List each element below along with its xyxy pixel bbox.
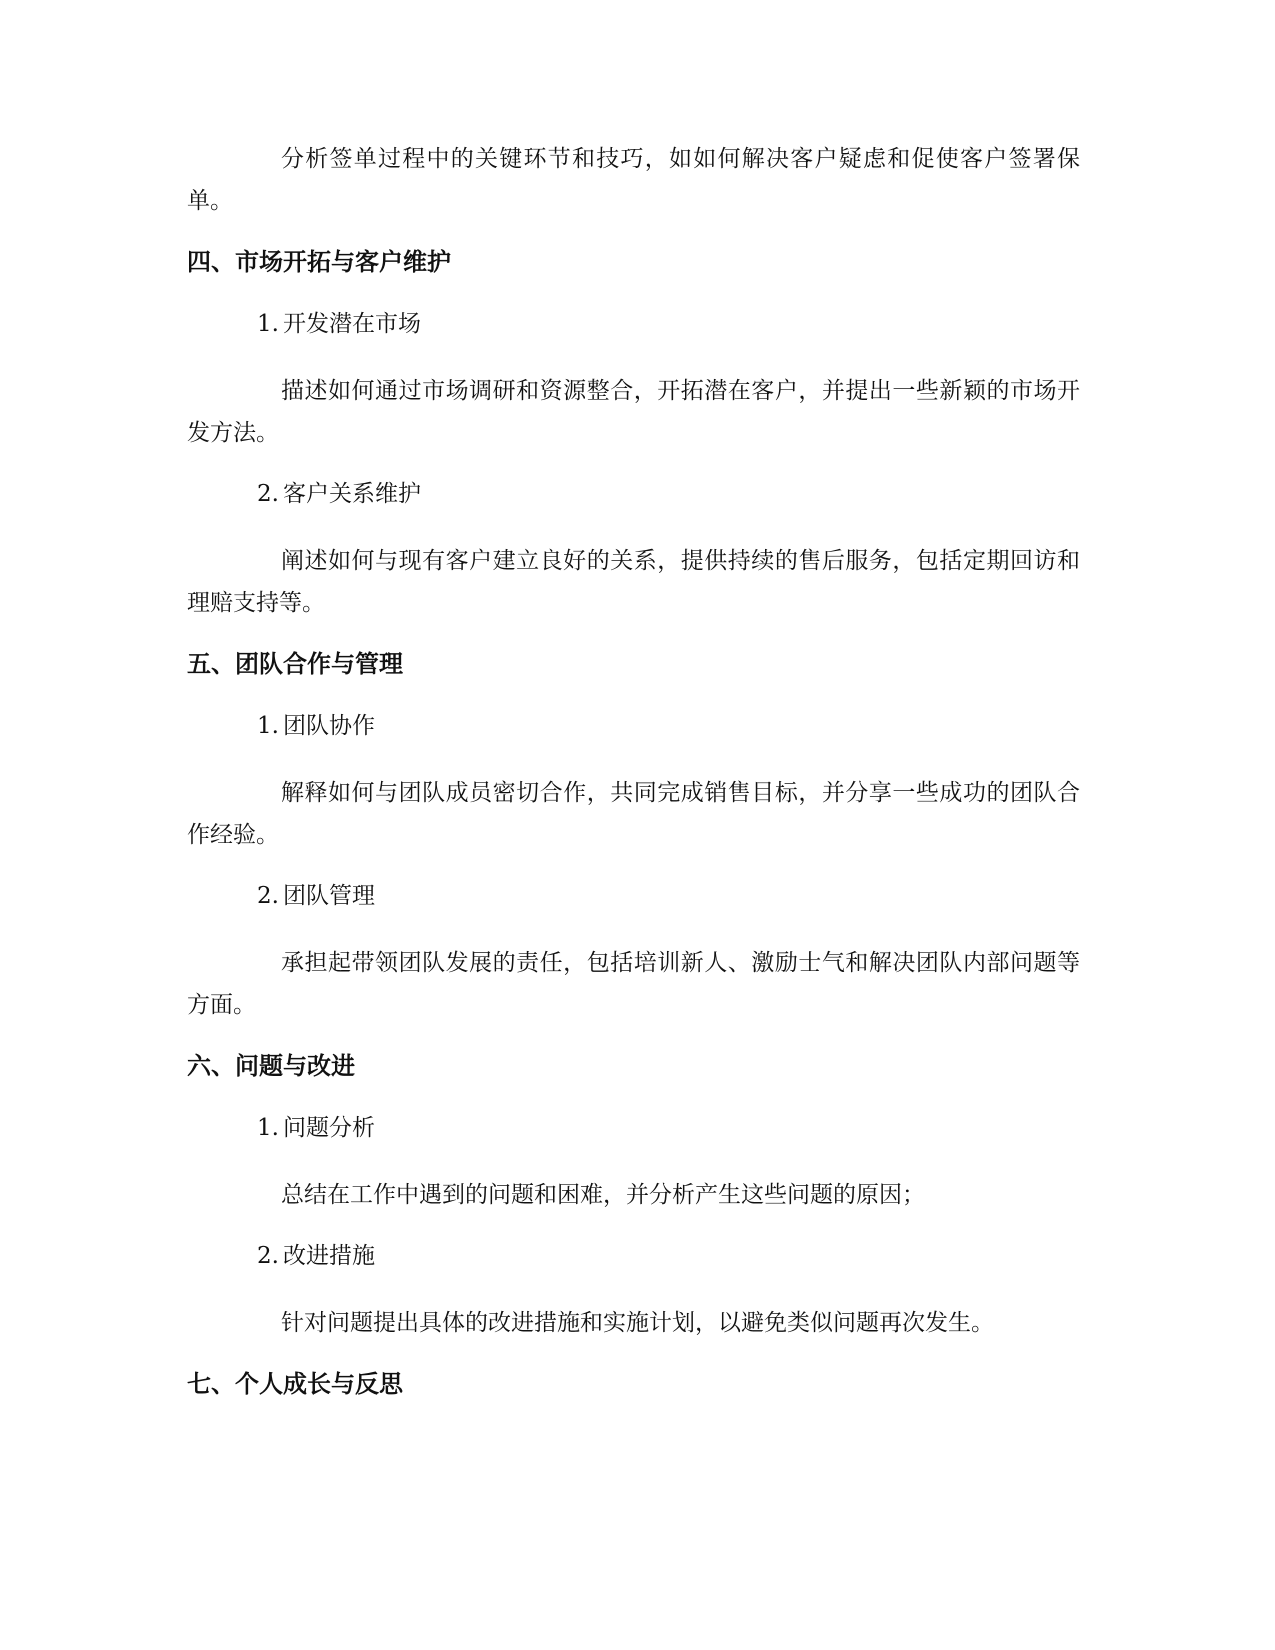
section-heading: 四、市场开拓与客户维护 (187, 248, 451, 276)
item-number: 1. (257, 311, 279, 337)
item-number: 1. (257, 713, 279, 739)
item-label: 团队管理 (282, 883, 375, 909)
paragraph: 承担起带领团队发展的责任，包括培训新人、激励士气和解决团队内部问题等方面。 (187, 950, 1080, 1018)
numbered-item (187, 476, 1080, 512)
item-number: 2. (257, 1243, 279, 1269)
section-heading: 五、团队合作与管理 (187, 650, 403, 678)
item-label: 团队协作 (282, 713, 375, 739)
numbered-item (187, 878, 1080, 914)
paragraph: 总结在工作中遇到的问题和困难，并分析产生这些问题的原因； (281, 1182, 925, 1208)
paragraph: 解释如何与团队成员密切合作，共同完成销售目标，并分享一些成功的团队合作经验。 (187, 780, 1080, 848)
item-label: 客户关系维护 (282, 481, 421, 507)
numbered-item (187, 708, 1080, 744)
item-number: 1. (257, 1115, 279, 1141)
paragraph: 分析签单过程中的关键环节和技巧，如如何解决客户疑虑和促使客户签署保单。 (187, 146, 1080, 214)
item-label: 开发潜在市场 (282, 311, 421, 337)
item-label: 问题分析 (282, 1115, 375, 1141)
numbered-item (187, 1238, 1080, 1274)
section-heading: 六、问题与改进 (187, 1052, 355, 1080)
paragraph: 描述如何通过市场调研和资源整合，开拓潜在客户，并提出一些新颖的市场开发方法。 (187, 378, 1080, 446)
item-number: 2. (257, 481, 279, 507)
document-body (187, 138, 1080, 1428)
numbered-item (187, 1110, 1080, 1146)
numbered-item (187, 306, 1080, 342)
section-heading: 七、个人成长与反思 (187, 1370, 403, 1398)
paragraph: 阐述如何与现有客户建立良好的关系，提供持续的售后服务，包括定期回访和理赔支持等。 (187, 548, 1080, 616)
item-label: 改进措施 (282, 1243, 375, 1269)
item-number: 2. (257, 883, 279, 909)
paragraph: 针对问题提出具体的改进措施和实施计划，以避免类似问题再次发生。 (281, 1310, 994, 1336)
